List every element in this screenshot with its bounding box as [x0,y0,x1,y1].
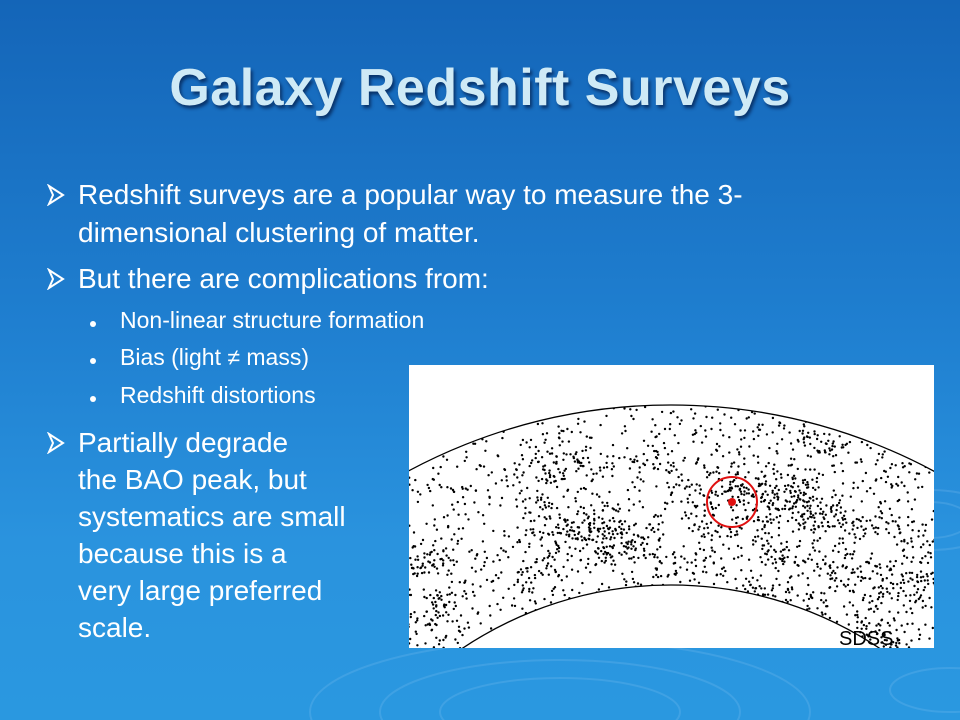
bao-center-dot [728,498,736,506]
arrow-bullet-icon [46,184,68,206]
sub-bullet-dot [90,321,96,327]
bullet-3-line-1: Partially degrade [78,427,289,458]
sub-bullet-dot [90,396,96,402]
bullet-3-line-4: because this is a [78,538,287,569]
sub-item-2: Bias (light ≠ mass) [120,344,309,370]
sub-item-3: Redshift distortions [120,382,316,408]
bullet-1-line-1: Redshift surveys are a popular way to measure the 3- [78,179,743,210]
sub-item-1: Non-linear structure formation [120,307,425,333]
arrow-bullet-icon [46,268,68,290]
sub-bullet-dot [90,358,96,364]
bullet-2-line-1: But there are complications from: [78,263,489,294]
bullet-3-line-2: the BAO peak, but [78,464,307,495]
bullet-3-line-3: systematics are small [78,501,346,532]
survey-wedge-outline [409,405,934,648]
sdss-credit: SDSS [839,628,894,648]
bullet-3-line-5: very large preferred [78,575,323,606]
sdss-galaxy-map [409,365,934,648]
bullet-3-line-6: scale. [78,612,152,643]
arrow-bullet-icon [46,432,68,454]
galaxy-points [409,405,934,648]
slide-title: Galaxy Redshift Surveys [169,59,791,117]
bullet-1-line-2: dimensional clustering of matter. [78,217,480,248]
